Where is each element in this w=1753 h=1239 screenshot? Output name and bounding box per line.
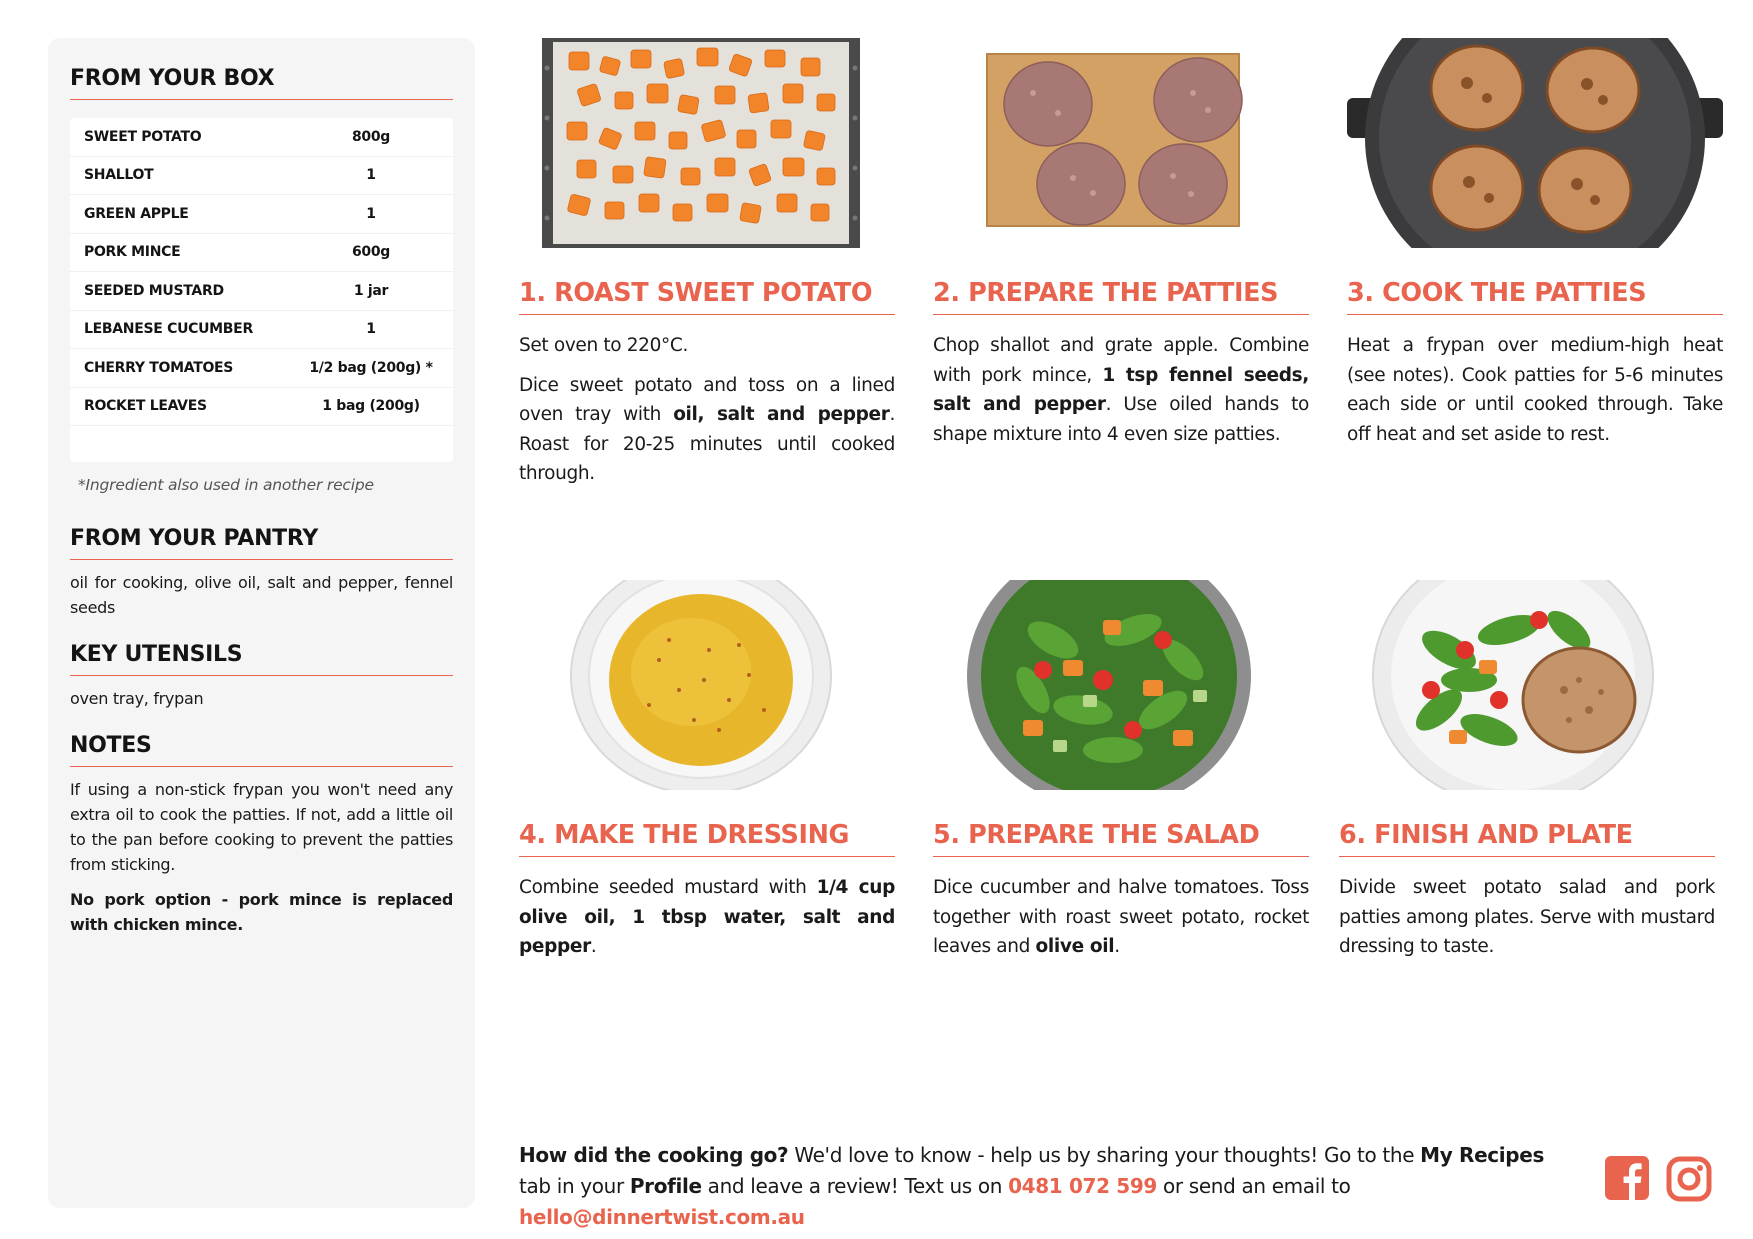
ingredient-qty: 1 jar xyxy=(353,282,389,299)
step-4-title: 4. MAKE THE DRESSING xyxy=(519,820,895,857)
step-5-title: 5. PREPARE THE SALAD xyxy=(933,820,1309,857)
step-3-text: Heat a frypan over medium-high heat (see notes). Cook patties for 5-6 minutes each side or until cooked through. Take off heat and set aside to rest. xyxy=(1347,335,1723,445)
prepare-salad-photo xyxy=(933,580,1309,790)
ingredient-qty: 800g xyxy=(351,128,391,145)
ingredient-name: ROCKET LEAVES xyxy=(84,398,207,415)
ingredient-row xyxy=(70,349,453,388)
ingredient-qty: 600g xyxy=(351,244,391,261)
footer-text: or send an email to xyxy=(1156,1174,1351,1198)
ingredient-qty: 1 bag (200g) xyxy=(322,398,420,415)
ingredient-qty: 1 xyxy=(366,167,376,184)
utensils-heading: KEY UTENSILS xyxy=(70,642,453,676)
notes-section xyxy=(70,733,453,937)
phone-link[interactable]: 0481 072 599 xyxy=(1008,1174,1157,1198)
email-link[interactable]: hello@dinnertwist.com.au xyxy=(519,1205,805,1229)
ingredients-spacer xyxy=(70,426,453,448)
notes-bold-text: No pork option - pork mince is replaced with chicken mince. xyxy=(70,890,453,934)
utensils-section xyxy=(70,642,453,711)
ingredient-name: SHALLOT xyxy=(84,167,154,184)
ingredient-name: GREEN APPLE xyxy=(84,205,189,222)
profile-link[interactable]: Profile xyxy=(629,1174,702,1198)
step-3-title: 3. COOK THE PATTIES xyxy=(1347,278,1723,315)
pantry-section xyxy=(70,526,453,620)
step-2-title: 2. PREPARE THE PATTIES xyxy=(933,278,1309,315)
ingredient-row xyxy=(70,195,453,234)
notes-text: If using a non-stick frypan you won't need any extra oil to cook the patties. If not, add a little oil to the pan before cooking to prevent the patties from sticking. xyxy=(70,780,453,874)
step-6-body xyxy=(1339,873,1715,962)
facebook-icon[interactable] xyxy=(1605,1156,1649,1200)
step-text: . xyxy=(1114,936,1120,957)
ingredient-row xyxy=(70,234,453,273)
prepare-patties-photo xyxy=(933,38,1309,248)
step-text: Combine seeded mustard with xyxy=(519,877,817,898)
footer-text: tab in your xyxy=(519,1174,630,1198)
pantry-heading: FROM YOUR PANTRY xyxy=(70,526,453,560)
feedback-footer xyxy=(519,1140,1579,1233)
make-dressing-photo xyxy=(519,580,895,790)
step-6 xyxy=(1339,580,1715,972)
ingredient-footnote: *Ingredient also used in another recipe xyxy=(78,476,374,494)
step-text: Dice cucumber and halve tomatoes. Toss together with roast sweet potato, rocket leaves and xyxy=(933,877,1309,957)
ingredient-row xyxy=(70,272,453,311)
step-5-text xyxy=(933,873,1309,962)
step-5-body xyxy=(933,873,1309,962)
notes-heading: NOTES xyxy=(70,733,453,767)
step-4-body xyxy=(519,873,895,962)
footer-question: How did the cooking go? xyxy=(519,1143,789,1167)
roast-sweet-potato-photo xyxy=(519,38,895,248)
ingredient-row xyxy=(70,311,453,350)
step-bold-text: olive oil xyxy=(1035,936,1115,957)
cook-patties-photo xyxy=(1347,38,1723,248)
ingredient-name: LEBANESE CUCUMBER xyxy=(84,321,253,338)
step-text: Dice sweet potato and toss on a lined oven tray with xyxy=(519,374,895,425)
step-text: . Use oiled hands to shape mixture into 4 even size patties. xyxy=(933,394,1309,445)
step-bold-text: oil, salt and pepper xyxy=(673,404,890,425)
ingredient-row xyxy=(70,388,453,427)
footer-text: We'd love to know - help us by sharing your thoughts! Go to the xyxy=(788,1143,1421,1167)
sidebar xyxy=(48,38,475,1208)
ingredient-name: SEEDED MUSTARD xyxy=(84,282,224,299)
step-6-title: 6. FINISH AND PLATE xyxy=(1339,820,1715,857)
step-2 xyxy=(933,38,1309,459)
step-3-body xyxy=(1347,331,1723,449)
finish-and-plate-photo xyxy=(1339,580,1715,790)
step-2-text xyxy=(933,331,1309,449)
step-5 xyxy=(933,580,1309,972)
step-1-p2 xyxy=(519,371,895,489)
ingredient-qty: 1 xyxy=(366,205,376,222)
instagram-icon[interactable] xyxy=(1666,1156,1712,1202)
step-2-body xyxy=(933,331,1309,449)
step-bold-text: 1/4 cup olive oil, 1 tbsp water, salt and pepper xyxy=(519,877,895,957)
step-1-title: 1. ROAST SWEET POTATO xyxy=(519,278,895,315)
step-1-p1: Set oven to 220°C. xyxy=(519,335,689,356)
ingredients-table xyxy=(70,118,453,462)
step-1 xyxy=(519,38,895,499)
from-your-box-heading: FROM YOUR BOX xyxy=(70,66,453,100)
step-bold-text: 1 tsp fennel seeds, salt and pepper xyxy=(933,364,1309,415)
step-text: Chop shallot and grate apple. Combine with pork mince, xyxy=(933,335,1309,386)
step-text: . Roast for 20-25 minutes until cooked through. xyxy=(519,404,895,484)
ingredient-name: PORK MINCE xyxy=(84,244,181,261)
ingredient-name: SWEET POTATO xyxy=(84,128,202,145)
footer-text: and leave a review! Text us on xyxy=(701,1174,1009,1198)
ingredient-row xyxy=(70,118,453,157)
utensils-text: oven tray, frypan xyxy=(70,689,204,708)
step-3 xyxy=(1347,38,1723,459)
ingredient-row xyxy=(70,157,453,196)
ingredient-name: CHERRY TOMATOES xyxy=(84,359,234,376)
ingredient-qty: 1/2 bag (200g) * xyxy=(309,359,433,376)
step-6-text: Divide sweet potato salad and pork patties among plates. Serve with mustard dressing to taste. xyxy=(1339,877,1715,957)
step-1-body xyxy=(519,331,895,489)
step-4 xyxy=(519,580,895,972)
step-text: . xyxy=(590,936,597,957)
my-recipes-link[interactable]: My Recipes xyxy=(1420,1143,1545,1167)
ingredient-qty: 1 xyxy=(366,321,376,338)
pantry-text: oil for cooking, olive oil, salt and pepper, fennel seeds xyxy=(70,573,453,617)
step-4-text xyxy=(519,873,895,962)
